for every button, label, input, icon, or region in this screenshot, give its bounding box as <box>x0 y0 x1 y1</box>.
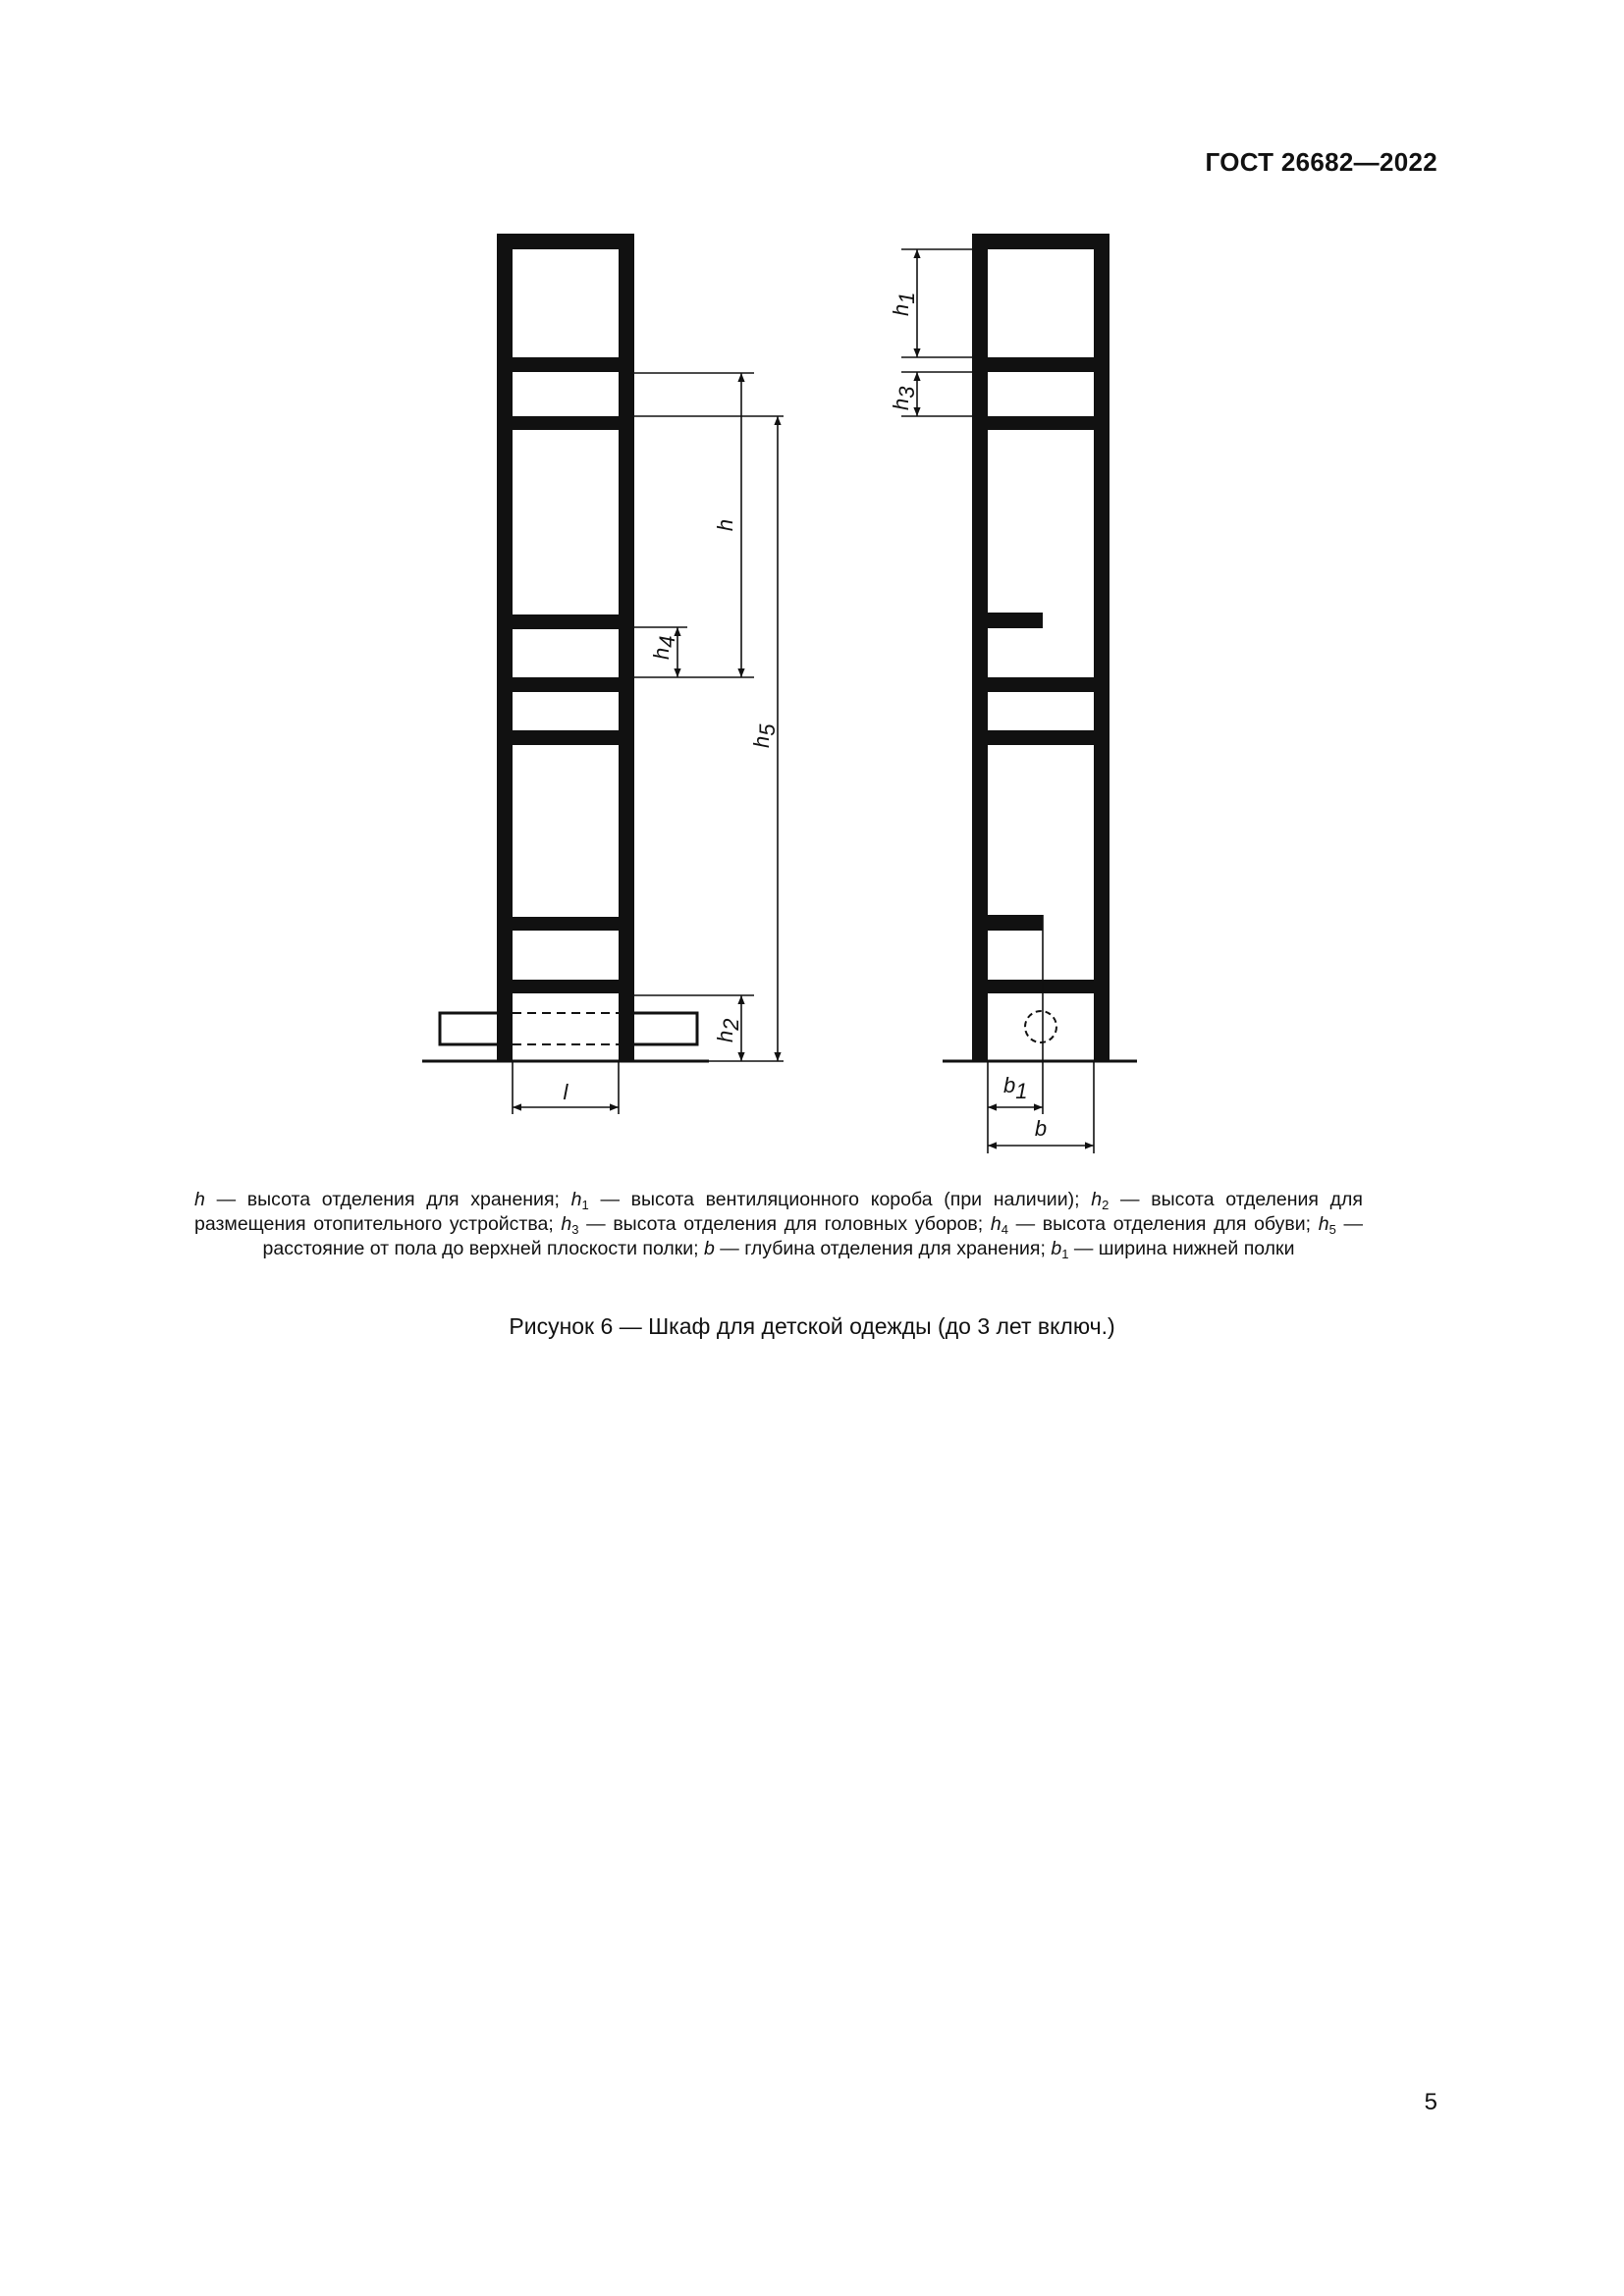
radiator <box>440 1013 697 1044</box>
dim-label-l: l <box>563 1080 568 1104</box>
legend-item: $h_1$ — высота вентиляционного короба (при наличии); <box>570 1189 1092 1212</box>
front-view <box>497 234 634 1060</box>
front-top-panel <box>497 234 634 249</box>
side-shelf <box>972 677 1110 692</box>
document-code: ГОСТ 26682—2022 <box>1205 147 1437 177</box>
side-shelf <box>972 730 1110 745</box>
side-top-panel <box>972 234 1110 249</box>
legend-item: $h_4$ — высота отделения для обуви; <box>990 1213 1319 1237</box>
side-shelf <box>972 980 1110 993</box>
dim-label-h3: h3 <box>889 386 919 410</box>
front-shelf <box>497 980 634 993</box>
side-shelf <box>972 357 1110 372</box>
dim-label-b1: b1 <box>1003 1073 1028 1103</box>
front-shelf <box>497 677 634 692</box>
legend-item: b — глубина отделения для хранения; <box>704 1238 1052 1259</box>
legend-item: $h_3$ — высота отделения для головных уборов; <box>561 1213 991 1237</box>
figure-legend <box>194 1188 1363 1261</box>
dim-label-h2: h2 <box>713 1018 743 1042</box>
side-short-shelf <box>972 613 1043 628</box>
front-shelf <box>497 730 634 745</box>
front-shelf <box>497 917 634 931</box>
dim-label-h: h <box>713 518 737 532</box>
dim-label-h1: h1 <box>889 292 919 316</box>
front-dimension-labels <box>564 519 780 1104</box>
side-shelf <box>972 416 1110 430</box>
dim-label-b: b <box>1034 1116 1048 1141</box>
side-view <box>972 234 1110 1060</box>
side-dimensions <box>901 249 1094 1153</box>
dim-label-h4: h4 <box>649 635 679 660</box>
front-shelf <box>497 614 634 629</box>
figure-caption: Рисунок 6 — Шкаф для детской одежды (до 3 лет включ.) <box>509 1313 1115 1339</box>
heater-pipe-circle <box>1025 1011 1056 1042</box>
front-shelf <box>497 357 634 372</box>
legend-item: $h_5$ — расстояние от пола до верхней плоскости полки; <box>262 1213 1363 1259</box>
legend-item: $b_1$ — ширина нижней полки <box>1051 1238 1295 1261</box>
dim-label-h5: h5 <box>749 723 780 748</box>
side-short-shelf <box>972 915 1043 931</box>
page-number: 5 <box>1424 2089 1437 2115</box>
front-shelf <box>497 416 634 430</box>
legend-item: h — высота отделения для хранения; <box>194 1189 571 1210</box>
legend-item: $h_2$ — высота отделения для размещения отопительного устройства; <box>194 1189 1363 1235</box>
